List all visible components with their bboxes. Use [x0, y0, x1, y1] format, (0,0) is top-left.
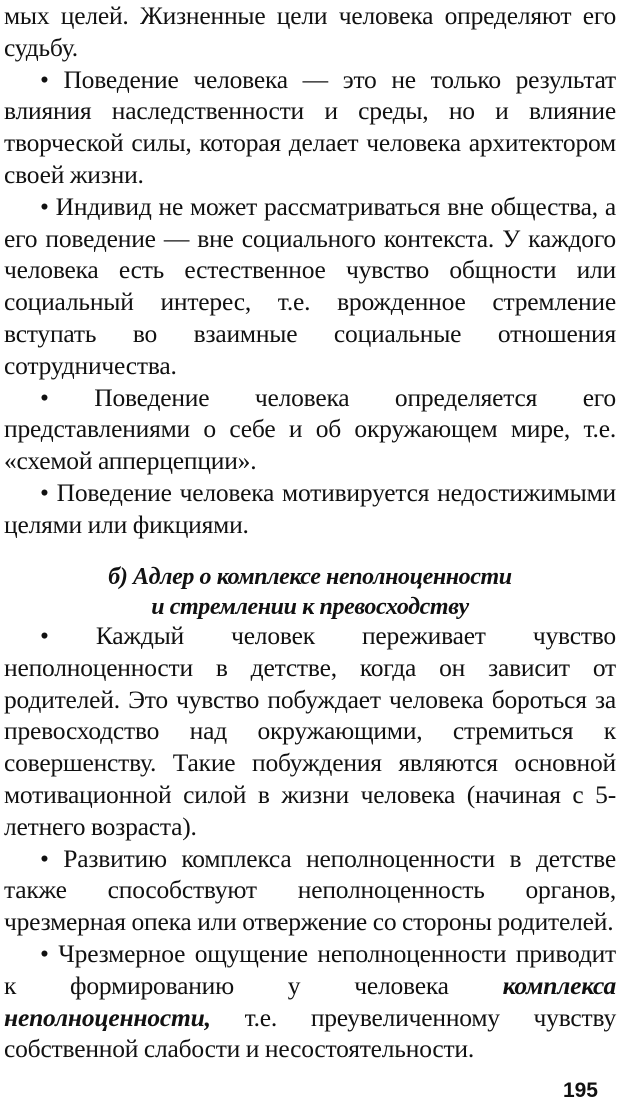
book-page [4, 0, 616, 1064]
bullet-paragraph-social-interest: • Индивид не может рассматриваться вне общества, а его поведение — вне социального контекста. У каждого человека есть естественное чувство общности или социальный интерес, т.е. врожденное стремление вступать во взаимные социальные отношения сотрудничества. [4, 191, 616, 380]
section-heading-line-2: и стремлении к превосходству [151, 594, 469, 620]
bullet-paragraph-inferiority-complex [4, 938, 616, 1065]
paragraph-text-start: • Чрезмерное ощущение неполноценности приводит к формированию у человека [4, 938, 616, 1000]
bullet-paragraph-fictions: • Поведение человека мотивируется недостижимыми целями или фикциями. [4, 477, 616, 539]
bullet-paragraph-creative-force: • Поведение человека — это не только результат влияния наследственности и среды, но и влияние творческой силы, которая делает человека архитектором своей жизни. [4, 64, 616, 189]
page-number: 195 [562, 1079, 598, 1102]
paragraph-text-end: т.е. преувеличенному чувству собственной слабости и несостоятельности. [4, 1002, 616, 1064]
section-2 [4, 620, 616, 1065]
section-1 [4, 0, 616, 541]
bullet-paragraph-childhood-inferiority: • Каждый человек переживает чувство неполноценности в детстве, когда он зависит от родителей. Это чувство побуждает человека бороться за превосходство над окружающими, стремиться к совершенству. Такие побуждения являются основной мотивационной силой в жизни человека (начиная с 5-летнего возраста). [4, 621, 616, 841]
emphasized-term: комплекса неполноценности, [4, 970, 616, 1032]
section-heading [4, 562, 616, 622]
section-heading-line-1: б) Адлер о комплексе неполноценности [108, 564, 512, 590]
bullet-paragraph-complex-causes: • Развитию комплекса неполноценности в детстве также способствуют неполноценность органов, чрезмерная опека или отвержение со стороны родителей. [4, 843, 616, 937]
paragraph-continuation: мых целей. Жизненные цели человека определяют его судьбу. [4, 1, 616, 62]
bullet-paragraph-apperception: • Поведение человека определяется его представлениями о себе и об окружающем мире, т.е. «схемой апперцепции». [4, 382, 616, 476]
